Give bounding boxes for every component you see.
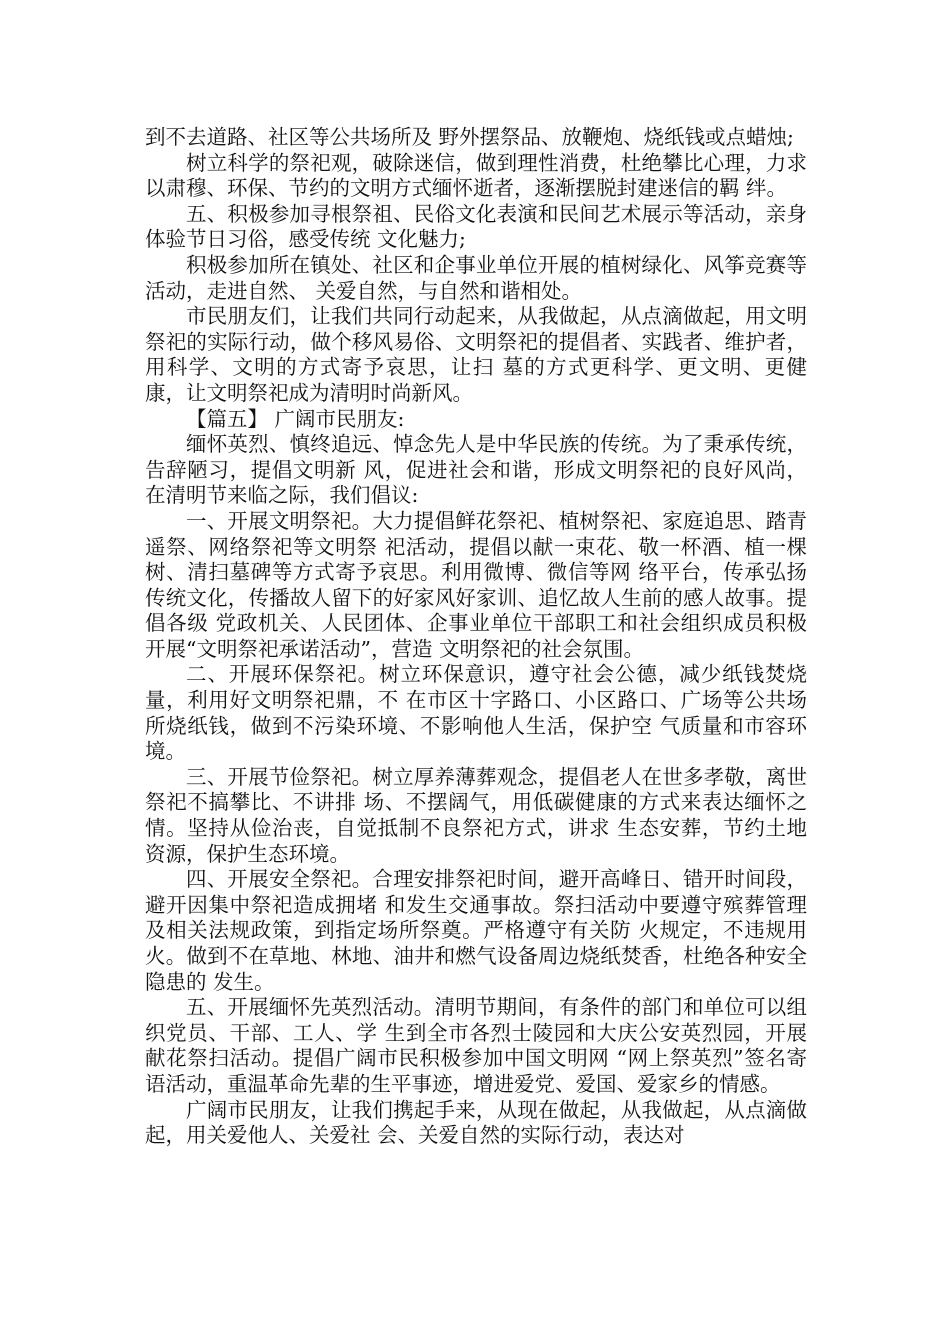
paragraph: 树立科学的祭祀观，破除迷信，做到理性消费，杜绝攀比心理，力求以肃穆、环保、节约的文明方式缅怀逝者，逐渐摆脱封建迷信的羁 绊。 xyxy=(145,150,807,201)
paragraph: 到不去道路、社区等公共场所及 野外摆祭品、放鞭炮、烧纸钱或点蜡烛; xyxy=(145,125,794,149)
paragraph: 二、开展环保祭祀。树立环保意识，遵守社会公德，减少纸钱焚烧量，利用好文明祭祀鼎，不 在市区十字路口、小区路口、广场等公共场所烧纸钱，做到不污染环境、不影响他人生活，保护空 气质量和市容环境。 xyxy=(145,662,807,764)
paragraph: 五、开展缅怀先英烈活动。清明节期间，有条件的部门和单位可以组织党员、干部、工人、学 生到全市各烈士陵园和大庆公安英烈园，开展献花祭扫活动。提倡广阔市民积极参加中国文明网 “网上祭英烈”签名寄语活动，重温革命先辈的生平事迹，增进爱党、爱国、爱家乡的情感。 xyxy=(145,995,807,1096)
paragraph: 市民朋友们，让我们共同行动起来，从我做起，从点滴做起，用文明祭祀的实际行动，做个移风易俗、文明祭祀的提倡者、实践者、维护者，用科学、文明的方式寄予哀思，让扫 墓的方式更科学、更文明、更健康，让文明祭祀成为清明时尚新风。 xyxy=(145,304,807,405)
paragraph: 广阔市民朋友，让我们携起手来，从现在做起，从我做起，从点滴做起，用关爱他人、关爱社 会、关爱自然的实际行动，表达对 xyxy=(145,1097,807,1148)
paragraph: 四、开展安全祭祀。合理安排祭祀时间，避开高峰日、错开时间段，避开因集中祭祀造成拥堵 和发生交通事故。祭扫活动中要遵守殡葬管理及相关法规政策，到指定场所祭奠。严格遵守有关防 火规定，不违规用火。做到不在草地、林地、油井和燃气设备周边烧纸焚香，杜绝各种安全隐患的 发生。 xyxy=(145,867,807,994)
paragraph: 积极参加所在镇处、社区和企事业单位开展的植树绿化、风筝竞赛等活动，走进自然、 关爱自然，与自然和谐相处。 xyxy=(145,252,807,303)
paragraph: 五、积极参加寻根祭祖、民俗文化表演和民间艺术展示等活动，亲身体验节日习俗，感受传统 文化魅力; xyxy=(145,201,807,252)
document-body xyxy=(145,125,807,1149)
paragraph: 缅怀英烈、慎终追远、悼念先人是中华民族的传统。为了秉承传统，告辞陋习，提倡文明新 风，促进社会和谐，形成文明祭祀的良好风尚，在清明节来临之际，我们倡议: xyxy=(145,432,807,508)
section-heading: 【篇五】 广阔市民朋友: xyxy=(186,406,405,431)
paragraph: 一、开展文明祭祀。大力提倡鲜花祭祀、植树祭祀、家庭追思、踏青遥祭、网络祭祀等文明祭 祀活动，提倡以献一束花、敬一杯酒、植一棵树、清扫墓碑等方式寄予哀思。利用微博、微信等网 络平台，传承弘扬传统文化，传播故人留下的好家风好家训、追忆故人生前的感人故事。提倡各级 党政机关、人民团体、企事业单位干部职工和社会组织成员积极开展“文明祭祀承诺活动”，营造 文明祭祀的社会氛围。 xyxy=(145,508,807,661)
paragraph: 三、开展节俭祭祀。树立厚养薄葬观念，提倡老人在世多孝敬，离世祭祀不搞攀比、不讲排 场、不摆阔气，用低碳健康的方式来表达缅怀之情。坚持从俭治丧，自觉抵制不良祭祀方式，讲求 生态安葬，节约土地资源，保护生态环境。 xyxy=(145,764,807,866)
